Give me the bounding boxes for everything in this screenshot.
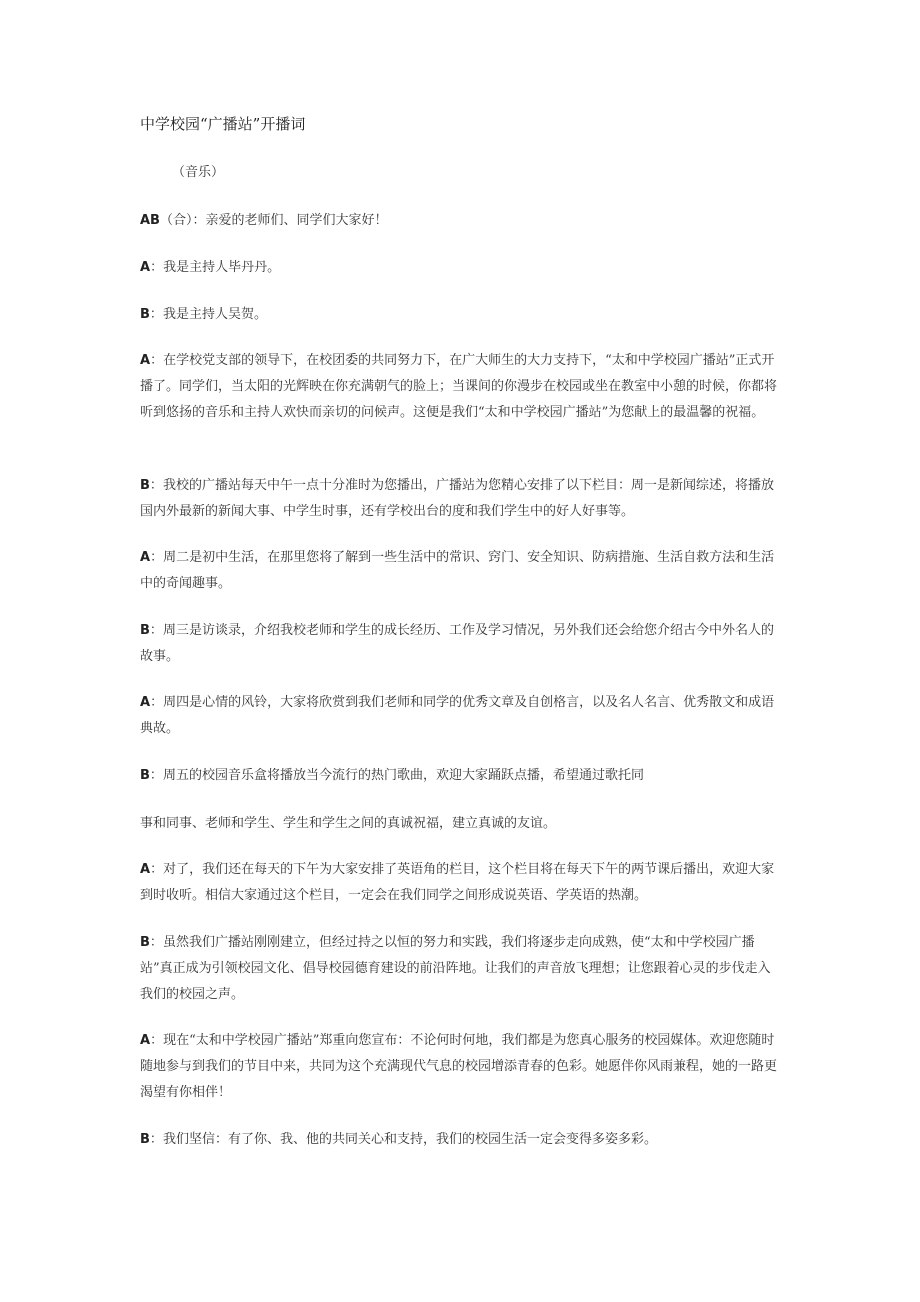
- paragraph-monday: [140, 473, 782, 525]
- speaker-separator: ：: [149, 623, 163, 638]
- speaker-label: B: [140, 307, 150, 322]
- paragraph-wednesday: [140, 618, 782, 670]
- speaker-separator: ：: [149, 478, 163, 493]
- paragraph-text: 对了，我们还在每天的下午为大家安排了英语角的栏目，这个栏目将在每天下午的两节课后播出，欢迎大家到时收听。相信大家通过这个栏目，一定会在我们同学之间形成说英语、学英语的热潮。: [140, 862, 775, 903]
- speaker-separator: ：: [150, 1033, 164, 1048]
- paragraph-text: 我是主持人毕丹丹。: [163, 260, 281, 275]
- speaker-separator: ：: [150, 353, 164, 368]
- paragraph-text: 周三是访谈录，介绍我校老师和学生的成长经历、工作及学习情况，另外我们还会给您介绍古今中外名人的故事。: [140, 623, 774, 664]
- paragraph-text: 周二是初中生活，在那里您将了解到一些生活中的常识、窍门、安全知识、防病措施、生活自救方法和生活中的奇闻趣事。: [140, 550, 775, 591]
- speaker-separator: ：: [149, 768, 163, 783]
- paragraph-friday-continued: [140, 811, 782, 837]
- paragraph-greeting: [140, 208, 782, 234]
- paragraph-text: 我们坚信：有了你、我、他的共同关心和支持，我们的校园生活一定会变得多姿多彩。: [162, 1132, 657, 1147]
- paragraph-text: 现在“太和中学校园广播站”郑重向您宣布：不论何时何地，我们都是为您真心服务的校园媒体。欢迎您随时随地参与到我们的节目中来，共同为这个充满现代气息的校园增添青春的色彩。她愿伴你风雨兼程，她的一路更渴望有你相伴！: [140, 1033, 778, 1100]
- speaker-separator: ：: [149, 307, 163, 322]
- speaker-separator: ：: [150, 695, 164, 710]
- paragraph-text: 事和同事、老师和学生、学生和学生之间的真诚祝福，建立真诚的友谊。: [140, 816, 557, 831]
- paragraph-mission: [140, 930, 782, 1008]
- speaker-separator: （合）：: [159, 213, 206, 228]
- document-title: 中学校园“广播站”开播词: [140, 115, 306, 133]
- speaker-label: A: [140, 550, 151, 565]
- speaker-separator: ：: [149, 935, 163, 950]
- speaker-separator: ：: [150, 862, 164, 877]
- speaker-label: A: [140, 862, 151, 877]
- speaker-label: A: [140, 1033, 151, 1048]
- paragraph-host-b-intro: [140, 302, 782, 328]
- speaker-label: A: [140, 260, 151, 275]
- paragraph-opening: [140, 348, 782, 426]
- speaker-label: B: [140, 1132, 150, 1147]
- paragraph-text: 我校的广播站每天中午一点十分准时为您播出，广播站为您精心安排了以下栏目：周一是新闻综述，将播放国内外最新的新闻大事、中学生时事，还有学校出台的度和我们学生中的好人好事等。: [140, 478, 774, 519]
- speaker-label: AB: [140, 213, 160, 228]
- paragraph-announcement: [140, 1028, 782, 1106]
- paragraph-english-corner: [140, 857, 782, 909]
- speaker-separator: ：: [150, 260, 164, 275]
- paragraph-closing: [140, 1127, 782, 1153]
- speaker-label: A: [140, 353, 151, 368]
- paragraph-text: 虽然我们广播站刚刚建立，但经过持之以恒的努力和实践，我们将逐步走向成熟，使“太和中学校园广播站”真正成为引领校园文化、倡导校园德育建设的前沿阵地。让我们的声音放飞理想；让您跟着心灵的步伐走入我们的校园之声。: [140, 935, 771, 1002]
- paragraph-text: 周五的校园音乐盒将播放当今流行的热门歌曲，欢迎大家踊跃点播，希望通过歌托同: [162, 768, 644, 783]
- paragraph-text: 我是主持人吴贺。: [162, 307, 267, 322]
- paragraph-text: 在学校党支部的领导下，在校团委的共同努力下，在广大师生的大力支持下，“太和中学校园广播站”正式开播了。同学们，当太阳的光辉映在你充满朝气的脸上；当课间的你漫步在校园或坐在教室中小憩的时候，你都将听到悠扬的音乐和主持人欢快而亲切的问候声。这便是我们“太和中学校园广播站”为您献上的最温馨的祝福。: [140, 353, 778, 420]
- paragraph-friday: [140, 763, 782, 789]
- paragraph-text: （音乐）: [172, 165, 225, 180]
- speaker-label: B: [140, 478, 150, 493]
- speaker-label: B: [140, 935, 150, 950]
- paragraph-thursday: [140, 690, 782, 742]
- speaker-label: A: [140, 695, 151, 710]
- speaker-separator: ：: [149, 1132, 163, 1147]
- speaker-separator: ：: [150, 550, 164, 565]
- speaker-label: B: [140, 768, 150, 783]
- paragraph-host-a-intro: [140, 255, 782, 281]
- paragraph-music: [172, 160, 772, 186]
- paragraph-tuesday: [140, 545, 782, 597]
- paragraph-text: 亲爱的老师们、同学们大家好！: [205, 213, 388, 228]
- paragraph-text: 周四是心情的风铃，大家将欣赏到我们老师和同学的优秀文章及自创格言，以及名人名言、优秀散文和成语典故。: [140, 695, 775, 736]
- speaker-label: B: [140, 623, 150, 638]
